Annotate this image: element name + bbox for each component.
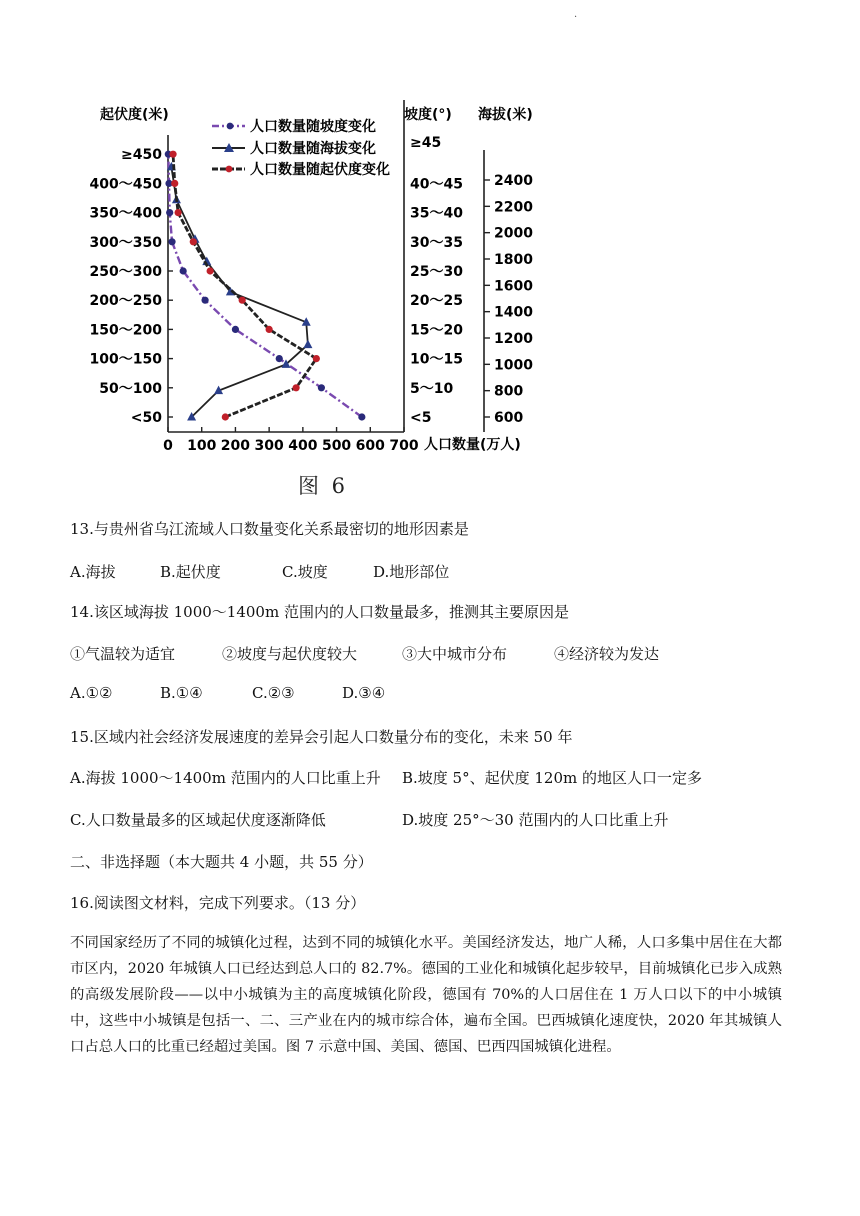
slope-axis-title: 坡度(°) [404,107,452,123]
point-slope [318,384,325,391]
point-slope [232,326,239,333]
q13-option-b: B.起伏度 [160,563,221,581]
relief-tick-label: ≥450 [121,147,162,164]
material-paragraph: 不同国家经历了不同的城镇化过程，达到不同的城镇化水平。美国经济发达，地广人稀，人口多集中居住在大都市区内，2020 年城镇人口已经达到总人口的 82.7%。德国的工业化和城镇化起步较早，目前城镇化已步入成熟的高级发展阶段——以中小城镇为主的高度城镇化阶段，德国有 70%的人口居住在 1 万人口以下的中小城镇中，这些中小城镇是包括一、二、三产业在内的城市综合体，遍布全国。巴西城镇化速度快，2020 年其城镇人口占总人口的比重已经超过美国。图 7 示意中国、美国、德国、巴西四国城镇化进程。 [70,935,782,1055]
legend-label-slope: 人口数量随坡度变化 [250,119,376,135]
point-relief [239,297,246,304]
legend-marker-slope [227,123,234,130]
elevation-tick-label: 1200 [494,331,533,347]
point-relief [293,384,300,391]
series-line-elevation [171,167,308,417]
elevation-ticks [484,173,533,426]
legend-marker-relief [226,166,233,173]
relief-tick-label: 350～400 [89,205,162,222]
q14-item-1: ①气温较为适宜 [70,645,176,663]
relief-tick-label: 50～100 [99,380,162,397]
slope-tick-label: 25～30 [410,264,463,280]
x-tick-label: 300 [254,438,284,454]
x-tick-label: 200 [220,438,251,454]
point-relief [190,238,197,245]
slope-tick-label: 35～40 [410,205,463,222]
x-tick-label: 0 [163,438,173,454]
page-mark: · [574,12,578,23]
relief-tick-label: <50 [130,410,162,426]
elevation-tick-label: 2000 [494,225,533,242]
point-relief [207,267,214,274]
relief-tick-label: 400～450 [89,176,162,193]
elevation-tick-label: 2200 [494,199,533,216]
q14-option-c: C.②③ [252,684,295,702]
point-slope [358,413,365,420]
elevation-axis-title: 海拔(米) [478,107,533,123]
elevation-tick-label: 1600 [494,278,533,295]
q13-option-c: C.坡度 [282,563,328,581]
slope-tick-label: 30～35 [410,234,463,251]
elevation-tick-label: 2400 [494,173,533,189]
q15-option-b: B.坡度 5°、起伏度 120m 的地区人口一定多 [402,769,702,787]
legend-label-relief: 人口数量随起伏度变化 [250,162,390,178]
relief-ticks [90,147,173,426]
elevation-tick-label: 1000 [494,357,533,374]
x-tick-label: 100 [187,438,217,454]
slope-ticks [410,135,463,426]
elevation-tick-label: 1400 [494,304,533,321]
point-slope [201,297,208,304]
point-slope [276,355,283,362]
relief-tick-label: 200～250 [89,293,162,310]
figure-caption: 图 6 [298,474,349,498]
slope-tick-label: <5 [410,410,432,426]
point-relief [222,413,229,420]
question-15-stem: 15.区域内社会经济发展速度的差异会引起人口数量分布的变化，未来 50 年 [70,728,573,746]
q14-option-a: A.①② [70,684,113,702]
slope-tick-label: 40～45 [410,176,463,193]
relief-tick-label: 300～350 [89,234,162,251]
elevation-tick-label: 800 [494,383,524,400]
legend-label-elevation: 人口数量随海拔变化 [250,141,376,157]
point-slope [180,267,187,274]
relief-tick-label: 250～300 [89,264,162,280]
slope-tick-label: 10～15 [410,351,463,368]
point-relief [313,355,320,362]
q13-option-d: D.地形部位 [373,563,450,581]
point-relief [169,151,176,158]
x-tick-label: 400 [288,438,318,454]
slope-tick-label: ≥45 [410,135,442,151]
point-relief [175,209,182,216]
legend [212,118,390,178]
x-axis-title: 人口数量(万人) [424,437,521,453]
section-2-heading: 二、非选择题（本大题共 4 小题，共 55 分） [70,853,373,871]
q14-option-b: B.①④ [160,684,203,702]
figure-6-chart [0,0,860,500]
elevation-tick-label: 1800 [494,252,533,268]
x-tick-label: 600 [355,438,385,454]
relief-tick-label: 100～150 [89,351,162,368]
point-slope [166,209,173,216]
question-16-stem: 16.阅读图文材料，完成下列要求。（13 分） [70,894,366,912]
q13-option-a: A.海拔 [70,563,116,581]
slope-tick-label: 15～20 [410,322,463,339]
relief-tick-label: 150～200 [89,322,162,339]
point-relief [171,180,178,187]
q14-option-d: D.③④ [342,684,386,702]
q15-option-c: C.人口数量最多的区域起伏度逐渐降低 [70,811,326,829]
series-line-slope [168,154,362,417]
elevation-tick-label: 600 [494,410,524,426]
point-elevation [303,340,312,349]
slope-tick-label: 5～10 [410,380,454,397]
question-14-stem: 14.该区域海拔 1000～1400m 范围内的人口数量最多，推测其主要原因是 [70,603,569,621]
x-ticks [163,427,419,454]
q14-item-3: ③大中城市分布 [402,645,508,663]
question-13-stem: 13.与贵州省乌江流域人口数量变化关系最密切的地形因素是 [70,520,469,538]
q15-option-a: A.海拔 1000～1400m 范围内的人口比重上升 [70,769,381,787]
x-tick-label: 500 [321,438,352,454]
q15-option-d: D.坡度 25°～30 范围内的人口比重上升 [402,811,669,829]
left-axis-title: 起伏度(米) [100,107,169,123]
slope-tick-label: 20～25 [410,293,463,310]
q14-item-2: ②坡度与起伏度较大 [222,645,358,663]
point-relief [266,326,273,333]
x-tick-label: 700 [389,438,419,454]
chart-series [165,151,366,421]
point-slope [168,238,175,245]
q14-item-4: ④经济较为发达 [554,645,660,663]
